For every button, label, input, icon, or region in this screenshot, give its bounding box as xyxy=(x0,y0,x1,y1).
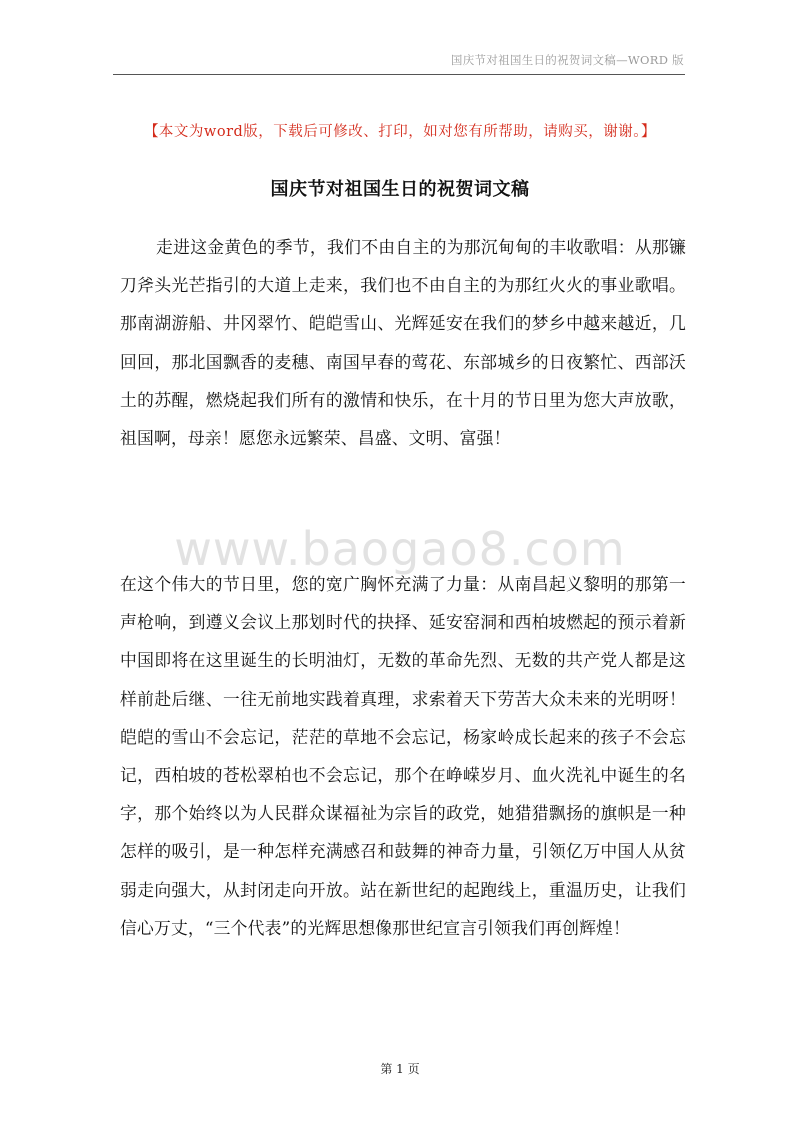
paragraph-2: 在这个伟大的节日里，您的宽广胸怀充满了力量：从南昌起义黎明的那第一声枪响，到遵义会议上那划时代的抉择、延安窑洞和西柏坡燃起的预示着新中国即将在这里诞生的长明油灯，无数的革命先烈、无数的共产党人都是这样前赴后继、一往无前地实践着真理，求索着天下劳苦大众未来的光明呀！皑皑的雪山不会忘记，茫茫的草地不会忘记，杨家岭成长起来的孩子不会忘记，西柏坡的苍松翠柏也不会忘记，那个在峥嵘岁月、血火洗礼中诞生的名字，那个始终以为人民群众谋福祉为宗旨的政党，她猎猎飘扬的旗帜是一种怎样的吸引，是一种怎样充满感召和鼓舞的神奇力量，引领亿万中国人从贫弱走向强大，从封闭走向开放。站在新世纪的起跑线上，重温历史，让我们信心万丈，“三个代表”的光辉思想像那世纪宣言引领我们再创辉煌！ xyxy=(120,574,686,938)
watermark-text: www.baogao8.com xyxy=(174,522,626,576)
running-header: 国庆节对祖国生日的祝贺词文稿—WORD 版 xyxy=(450,53,684,67)
document-title: 国庆节对祖国生日的祝贺词文稿 xyxy=(270,179,530,200)
paragraph-1: 走进这金黄色的季节，我们不由自主的为那沉甸甸的丰收歌唱：从那镰刀斧头光芒指引的大道上走来，我们也不由自主的为那红火火的事业歌唱。那南湖游船、井冈翠竹、皑皑雪山、光辉延安在我们的梦乡中越来越近，几回回，那北国飘香的麦穗、南国早春的莺花、东部城乡的日夜繁忙、西部沃土的苏醒，燃烧起我们所有的激情和快乐，在十月的节日里为您大声放歌，祖国啊，母亲！愿您永远繁荣、昌盛、文明、富强！ xyxy=(120,237,686,449)
header-divider xyxy=(113,74,685,75)
page-number: 第 1 页 xyxy=(380,1062,420,1076)
purchase-notice: 【本文为word版，下载后可修改、打印，如对您有所帮助，请购买，谢谢。】 xyxy=(143,124,657,140)
